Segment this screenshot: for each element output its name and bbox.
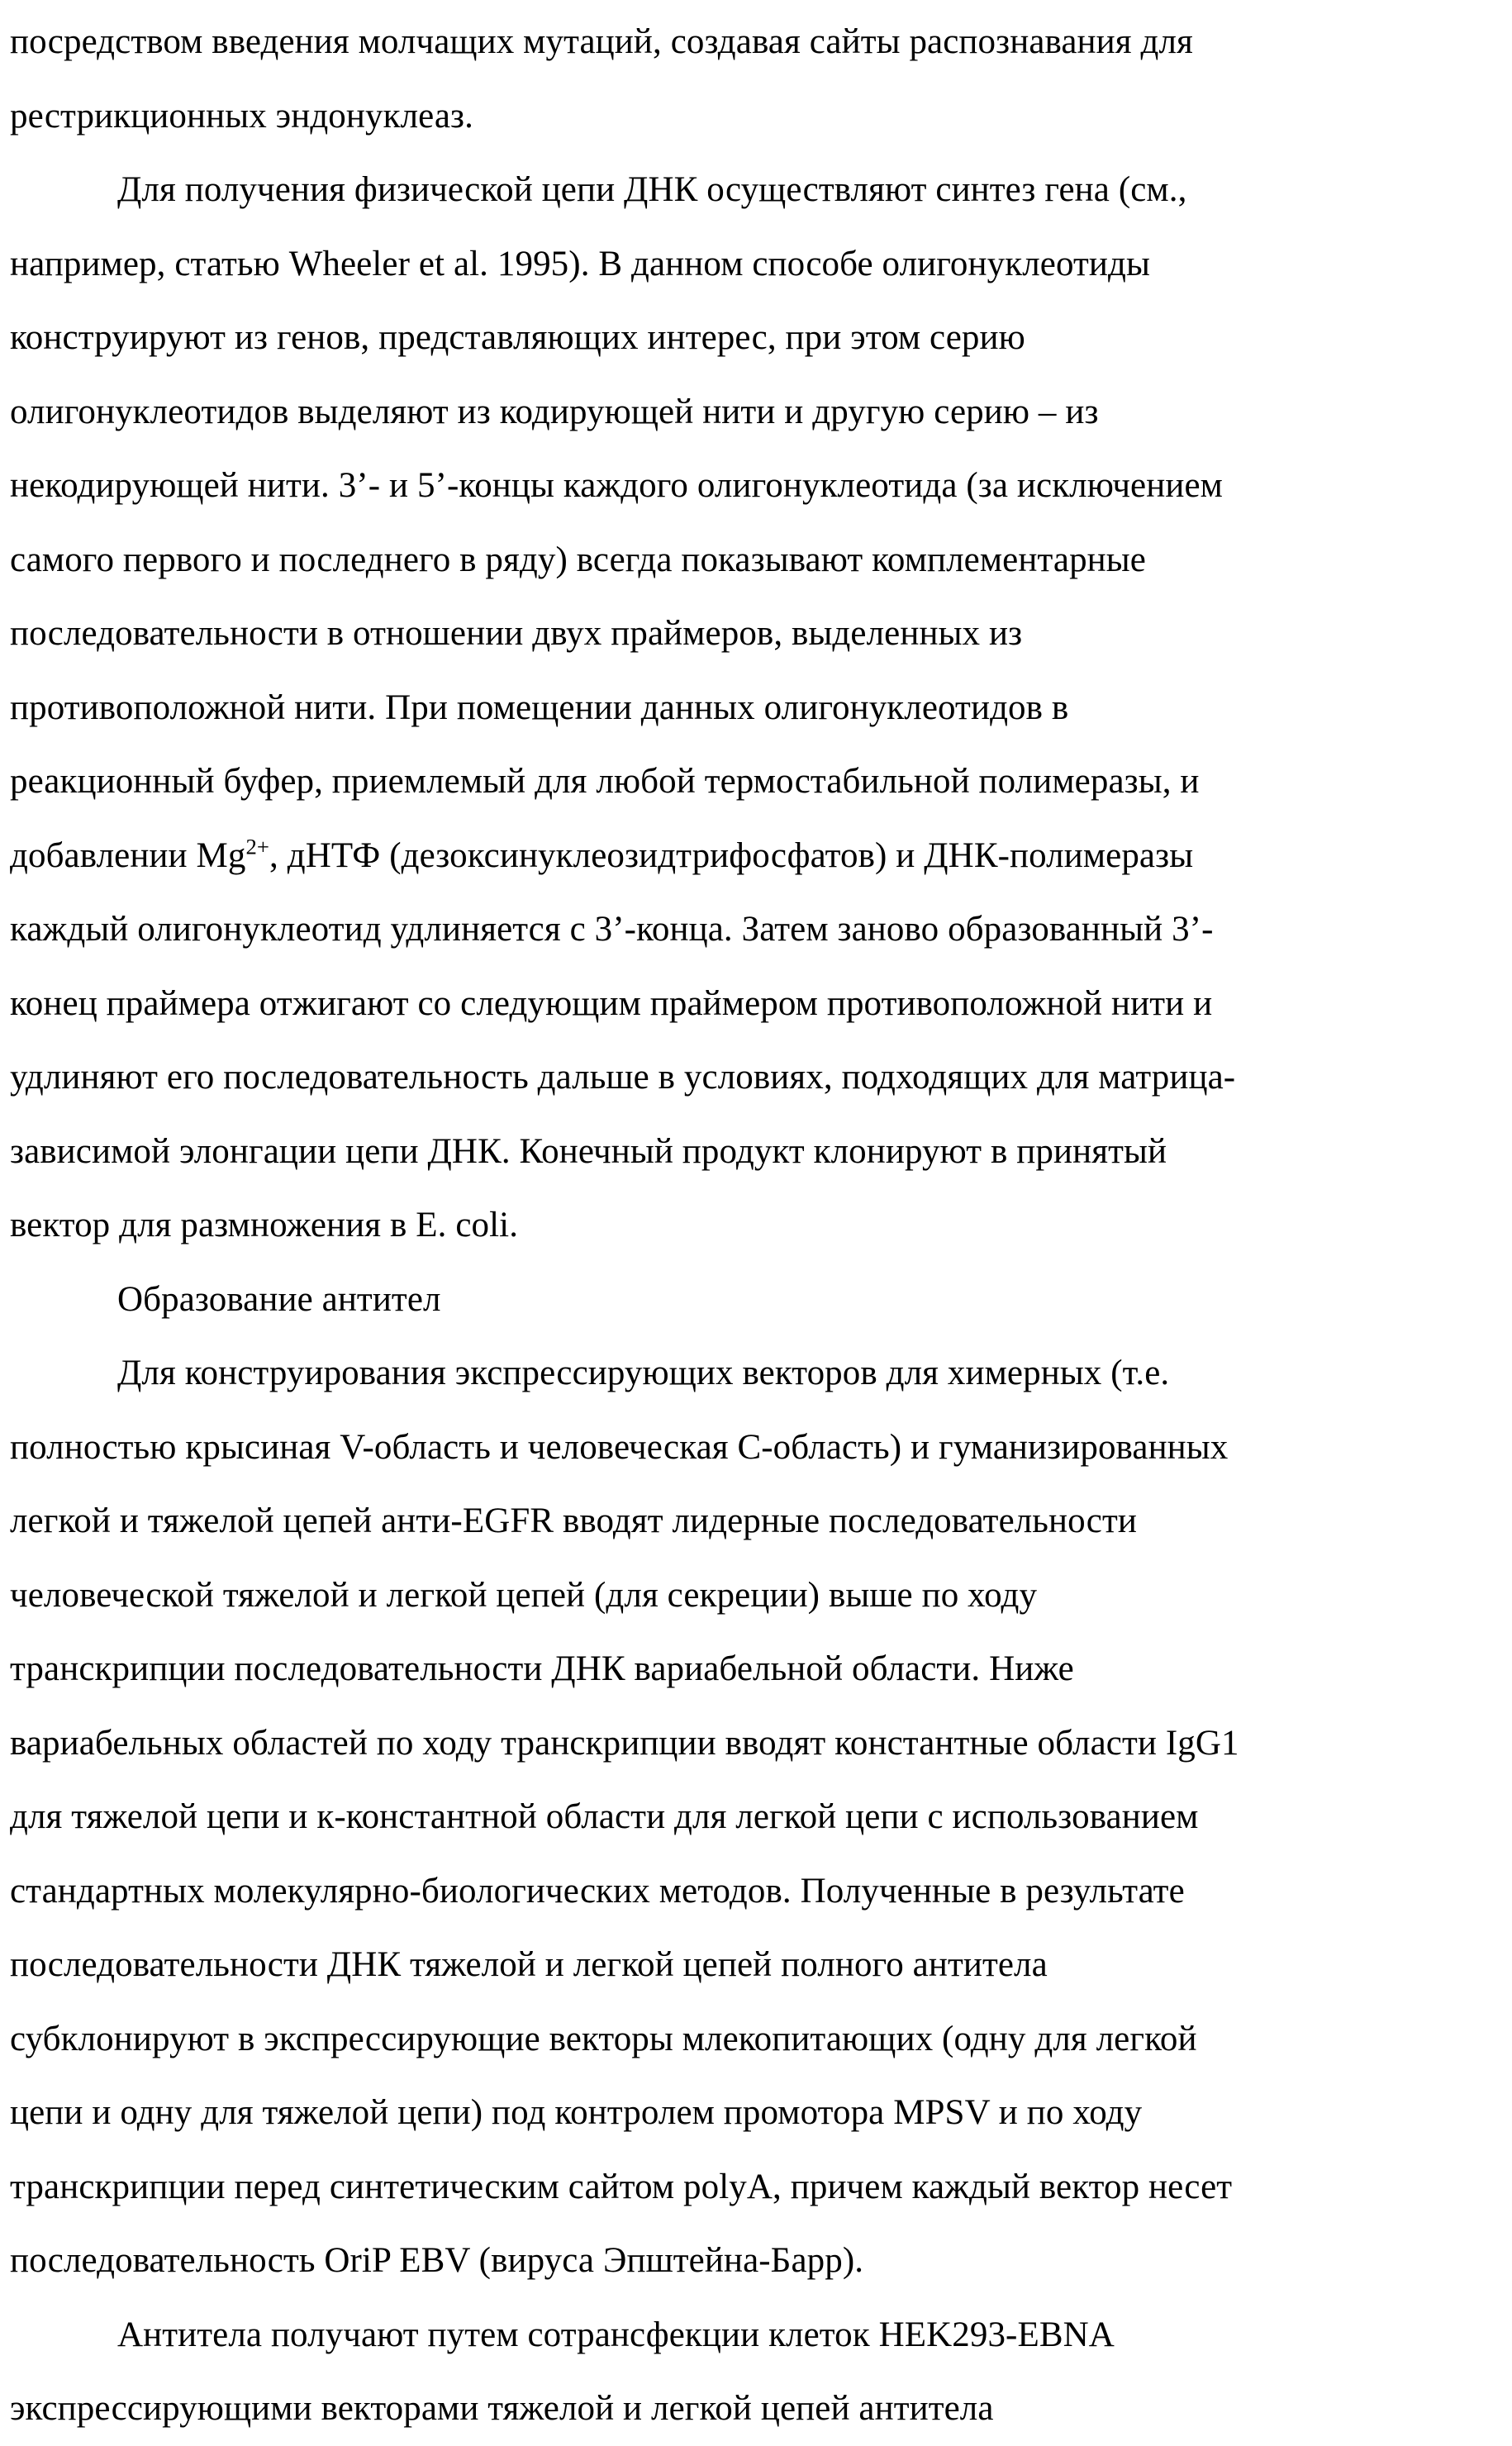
text-line: субклонируют в экспрессирующие векторы млекопитающих (одну для легкой bbox=[10, 2019, 1197, 2058]
text-line: конструируют из генов, представляющих интерес, при этом серию bbox=[10, 318, 1025, 357]
text-line: например, статью Wheeler et al. 1995). В данном способе олигонуклеотиды bbox=[10, 244, 1150, 283]
text-line: олигонуклеотидов выделяют из кодирующей нити и другую серию – из bbox=[10, 392, 1099, 431]
text-line: удлиняют его последовательность дальше в условиях, подходящих для матрица- bbox=[10, 1058, 1236, 1097]
text-line: конец праймера отжигают со следующим праймером противоположной нити и bbox=[10, 983, 1213, 1023]
paragraph-start-line: Для получения физической цепи ДНК осуществляют синтез гена (см., bbox=[117, 170, 1187, 209]
text-line: последовательности ДНК тяжелой и легкой цепей полного антитела bbox=[10, 1945, 1048, 1984]
text-line: транскрипции последовательности ДНК вариабельной области. Ниже bbox=[10, 1649, 1074, 1688]
text-line: последовательность OriP EBV (вируса Эпштейна-Барр). bbox=[10, 2241, 864, 2280]
text-line: рестрикционных эндонуклеаз. bbox=[10, 96, 473, 136]
text-line: реакционный буфер, приемлемый для любой термостабильной полимеразы, и bbox=[10, 762, 1200, 801]
text-line: полностью крысиная V-область и человеческая C-область) и гуманизированных bbox=[10, 1427, 1229, 1467]
text-line: противоположной нити. При помещении данных олигонуклеотидов в bbox=[10, 688, 1069, 727]
text-segment-after-superscript: , дНТФ (дезоксинуклеозидтрифосфатов) и ДНК-полимеразы bbox=[269, 835, 1194, 875]
superscript-charge: 2+ bbox=[245, 834, 270, 859]
paragraph-start-line: Для конструирования экспрессирующих векторов для химерных (т.е. bbox=[117, 1354, 1170, 1392]
text-line: каждый олигонуклеотид удлиняется с 3’-конца. Затем заново образованный 3’- bbox=[10, 910, 1214, 949]
text-line: цепи и одну для тяжелой цепи) под контролем промотора MPSV и по ходу bbox=[10, 2093, 1143, 2132]
text-segment-before-superscript: добавлении Mg bbox=[10, 835, 246, 875]
text-line: экспрессирующими векторами тяжелой и легкой цепей антитела bbox=[10, 2389, 994, 2428]
text-line: легкой и тяжелой цепей анти-EGFR вводят лидерные последовательности bbox=[10, 1501, 1137, 1540]
text-line: для тяжелой цепи и к-константной области для легкой цепи с использованием bbox=[10, 1797, 1199, 1836]
text-line: транскрипции перед синтетическим сайтом polyA, причем каждый вектор несет bbox=[10, 2167, 1233, 2206]
text-line: самого первого и последнего в ряду) всегда показывают комплементарные bbox=[10, 540, 1146, 579]
paragraph-start-line: Антитела получают путем сотрансфекции клеток HEK293-EBNA bbox=[117, 2315, 1115, 2354]
section-heading: Образование антител bbox=[117, 1279, 441, 1319]
text-line: посредством введения молчащих мутаций, создавая сайты распознавания для bbox=[10, 22, 1193, 61]
document-text-body bbox=[10, 0, 1502, 2446]
text-line: вариабельных областей по ходу транскрипции вводят константные области IgG1 bbox=[10, 1723, 1239, 1763]
text-line: вектор для размножения в E. coli. bbox=[10, 1206, 519, 1244]
text-line: последовательности в отношении двух праймеров, выделенных из bbox=[10, 614, 1023, 653]
text-line-with-superscript bbox=[10, 819, 1502, 893]
text-line: человеческой тяжелой и легкой цепей (для секреции) выше по ходу bbox=[10, 1575, 1038, 1615]
text-line: стандартных молекулярно-биологических методов. Полученные в результате bbox=[10, 1871, 1185, 1911]
text-line: некодирующей нити. 3’- и 5’-концы каждого олигонуклеотида (за исключением bbox=[10, 466, 1223, 505]
text-line: зависимой элонгации цепи ДНК. Конечный продукт клонируют в принятый bbox=[10, 1131, 1167, 1171]
